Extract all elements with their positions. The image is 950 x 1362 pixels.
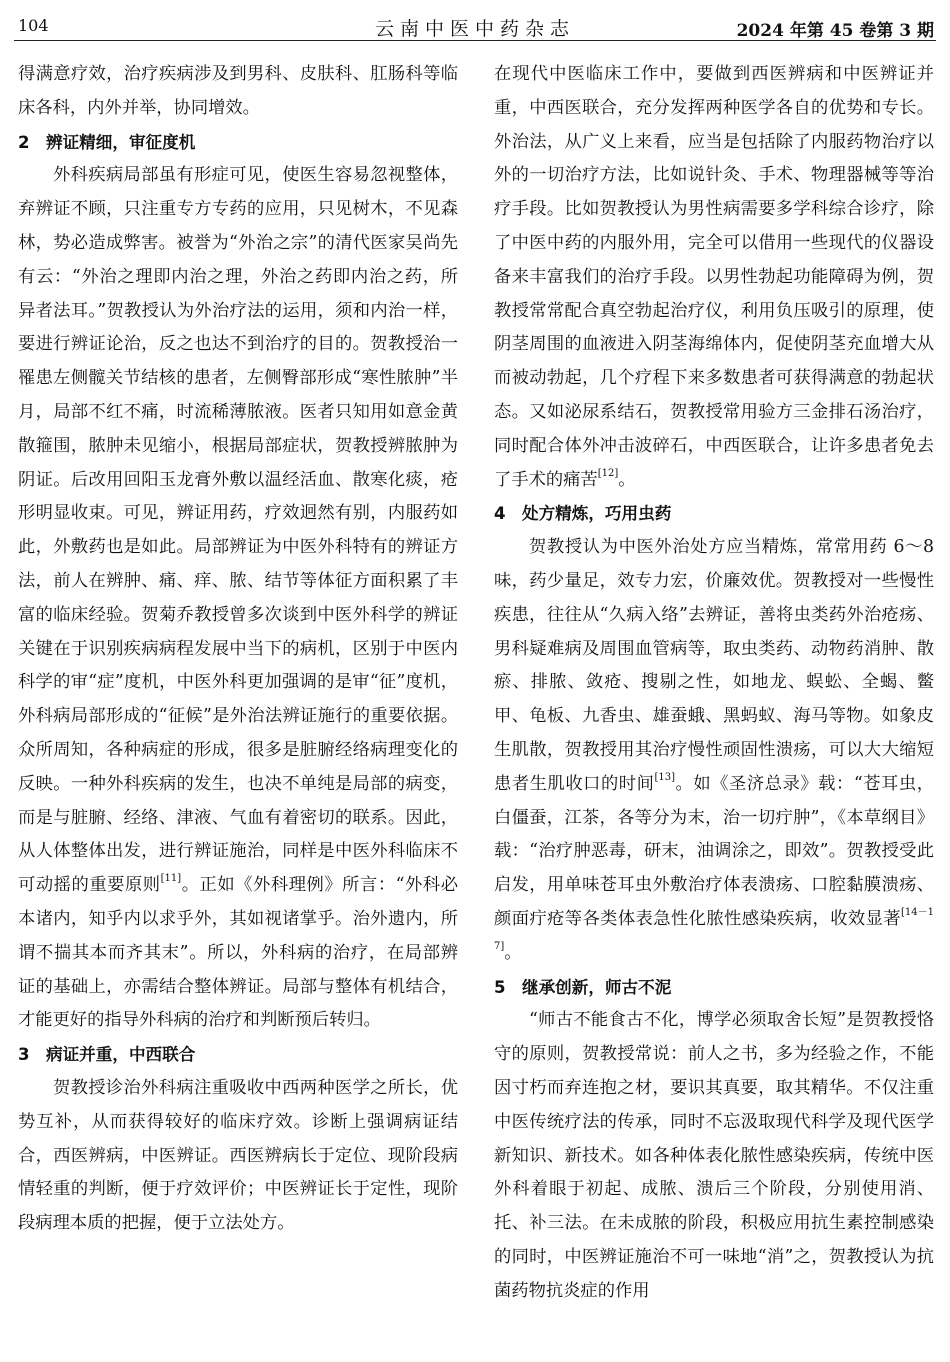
right-column <box>494 58 934 1308</box>
section-title: 病证并重，中西联合 <box>46 1045 196 1065</box>
section-number: 3 <box>18 1045 30 1065</box>
section-heading-3 <box>18 1038 458 1072</box>
left-column <box>18 58 458 1241</box>
paragraph-text: 外科疾病局部虽有形症可见，使医生容易忽视整体，弃辨证不顾，只注重专方专药的应用，只见树木，不见森林，势必造成弊害。被誉为“外治之宗”的清代医家吴尚先有云：“外治之理即内治之理，外治之药即内治之药，所异者法耳。”贺教授认为外治疗法的运用，须和内治一样，要进行辨证论治，反之也达不到治疗的目的。贺教授治一罹患左侧髋关节结核的患者，左侧臀部形成“寒性脓肿”半月，局部不红不痛，时流稀薄脓液。医者只知用如意金黄散箍围，脓肿未见缩小，根据局部症状，贺教授辨脓肿为阴证。后改用回阳玉龙膏外敷以温经活血、散寒化痰，疮形明显收束。可见，辨证用药，疗效迥然有别，内服药如此，外敷药也是如此。局部辨证为中医外科特有的辨证方法，前人在辨肿、痛、痒、脓、结节等体征方面积累了丰富的临床经验。贺菊乔教授曾多次谈到中医外科学的辨证关键在于识别疾病病程发展中当下的病机，区别于中医内科学的审“症”度机，中医外科更加强调的是审“征”度机，外科病局部形成的“征候”是外治法辨证施行的重要依据。众所周知，各种病症的形成，很多是脏腑经络病理变化的反映。一种外科疾病的发生，也决不单纯是局部的病变，而是与脏腑、经络、津液、气血有着密切的联系。因此，从人体整体出发，进行辨证施治，同样是中医外科临床不可动摇的重要原则 <box>18 165 458 896</box>
paragraph <box>494 531 934 970</box>
issue-info: 2024 年第 45 卷第 3 期 <box>736 21 934 41</box>
paragraph-text: 贺教授认为中医外治处方应当精炼，常常用药 6～8 味，药少量足，效专力宏，价廉效优。贺教授对一些慢性疾患，往往从“久病入络”去辨证，善将虫类药外治疮疡、男科疑难病及周围血管病等，取虫类药、动物药消肿、散瘀、排脓、敛疮、搜剔之性，如地龙、蜈蚣、全蝎、鳖甲、龟板、九香虫、雄蚕蛾、黑蚂蚁、海马等物。如象皮生肌散，贺教授用其治疗慢性顽固性溃疡，可以大大缩短患者生肌收口的时间 <box>494 537 934 794</box>
journal-title: 云南中医中药杂志 <box>374 18 575 40</box>
section-heading-4 <box>494 497 934 531</box>
paragraph-text: 。 <box>618 469 636 490</box>
section-title: 处方精炼，巧用虫药 <box>522 504 672 524</box>
citation: [13] <box>654 771 675 783</box>
section-title: 辨证精细，审征度机 <box>46 132 196 152</box>
section-number: 5 <box>494 977 506 997</box>
paragraph-text: 。 <box>504 942 522 963</box>
section-heading-5 <box>494 971 934 1005</box>
section-heading-2 <box>18 126 458 160</box>
paragraph-text: 。正如《外科理例》所言：“外科必本诸内，知乎内以求乎外，其如视诸掌乎。治外遗内，所谓不揣其本而齐其末”。所以，外科病的治疗，在局部辨证的基础上，亦需结合整体辨证。局部与整体有机结合，才能更好的指导外科病的治疗和判断预后转归。 <box>18 875 458 1031</box>
paragraph: 贺教授诊治外科病注重吸收中西两种医学之所长，优势互补，从而获得较好的临床疗效。诊断上强调病证结合，西医辨病，中医辨证。西医辨病长于定位、现阶段病情轻重的判断，便于疗效评价；中医辨证长于定性，现阶段病理本质的把握，便于立法处方。 <box>18 1077 458 1234</box>
paragraph: “师古不能食古不化，博学必须取舍长短”是贺教授恪守的原则，贺教授常说：前人之书，多为经验之作，不能因寸朽而弃连抱之材，要识其真要，取其精华。不仅注重中医传统疗法的传承，同时不忘汲取现代科学及现代医学新知识、新技术。如各种体表化脓性感染疾病，传统中医外科着眼于初起、成脓、溃后三个阶段，分别使用消、托、补三法。在未成脓的阶段，积极应用抗生素控制感染的同时，中医辨证施治不可一味地“消”之，贺教授认为抗菌药物抗炎症的作用 <box>494 1010 934 1301</box>
page-number: 104 <box>18 16 49 35</box>
paragraph: 得满意疗效，治疗疾病涉及到男科、皮肤科、肛肠科等临床各科，内外并举，协同增效。 <box>18 64 458 118</box>
paragraph <box>494 58 934 497</box>
citation: [11] <box>160 873 182 885</box>
section-title: 继承创新，师古不泥 <box>522 977 672 997</box>
citation: [14－17] <box>494 906 934 952</box>
section-number: 2 <box>18 132 30 152</box>
section-number: 4 <box>494 504 506 524</box>
running-header <box>14 14 936 41</box>
paragraph <box>18 159 458 1038</box>
paragraph-text: 。如《圣济总录》载：“苍耳虫，白僵蚕，江茶，各等分为末，治一切疔肿”，《本草纲目》载：“治疗肿恶毒，研末，油调涂之，即效”。贺教授受此启发，用单味苍耳虫外敷治疗体表溃疡、口腔黏膜溃疡、颜面疔疮等各类体表急性化脓性感染疾病，收效显著 <box>494 773 934 929</box>
paragraph-text: 在现代中医临床工作中，要做到西医辨病和中医辨证并重，中西医联合，充分发挥两种医学各自的优势和专长。外治法，从广义上来看，应当是包括除了内服药物治疗以外的一切治疗方法，比如说针灸、手术、物理器械等等治疗手段。比如贺教授认为男性病需要多学科综合诊疗，除了中医中药的内服外用，完全可以借用一些现代的仪器设备来丰富我们的治疗手段。以男性勃起功能障碍为例，贺教授常常配合真空勃起治疗仪，利用负压吸引的原理，使阴茎周围的血液进入阴茎海绵体内，促使阴茎充血增大从而被动勃起，几个疗程下来多数患者可获得满意的勃起状态。又如泌尿系结石，贺教授常用验方三金排石汤治疗，同时配合体外冲击波碎石，中西医联合，让许多患者免去了手术的痛苦 <box>494 64 934 490</box>
citation: [12] <box>597 467 619 479</box>
